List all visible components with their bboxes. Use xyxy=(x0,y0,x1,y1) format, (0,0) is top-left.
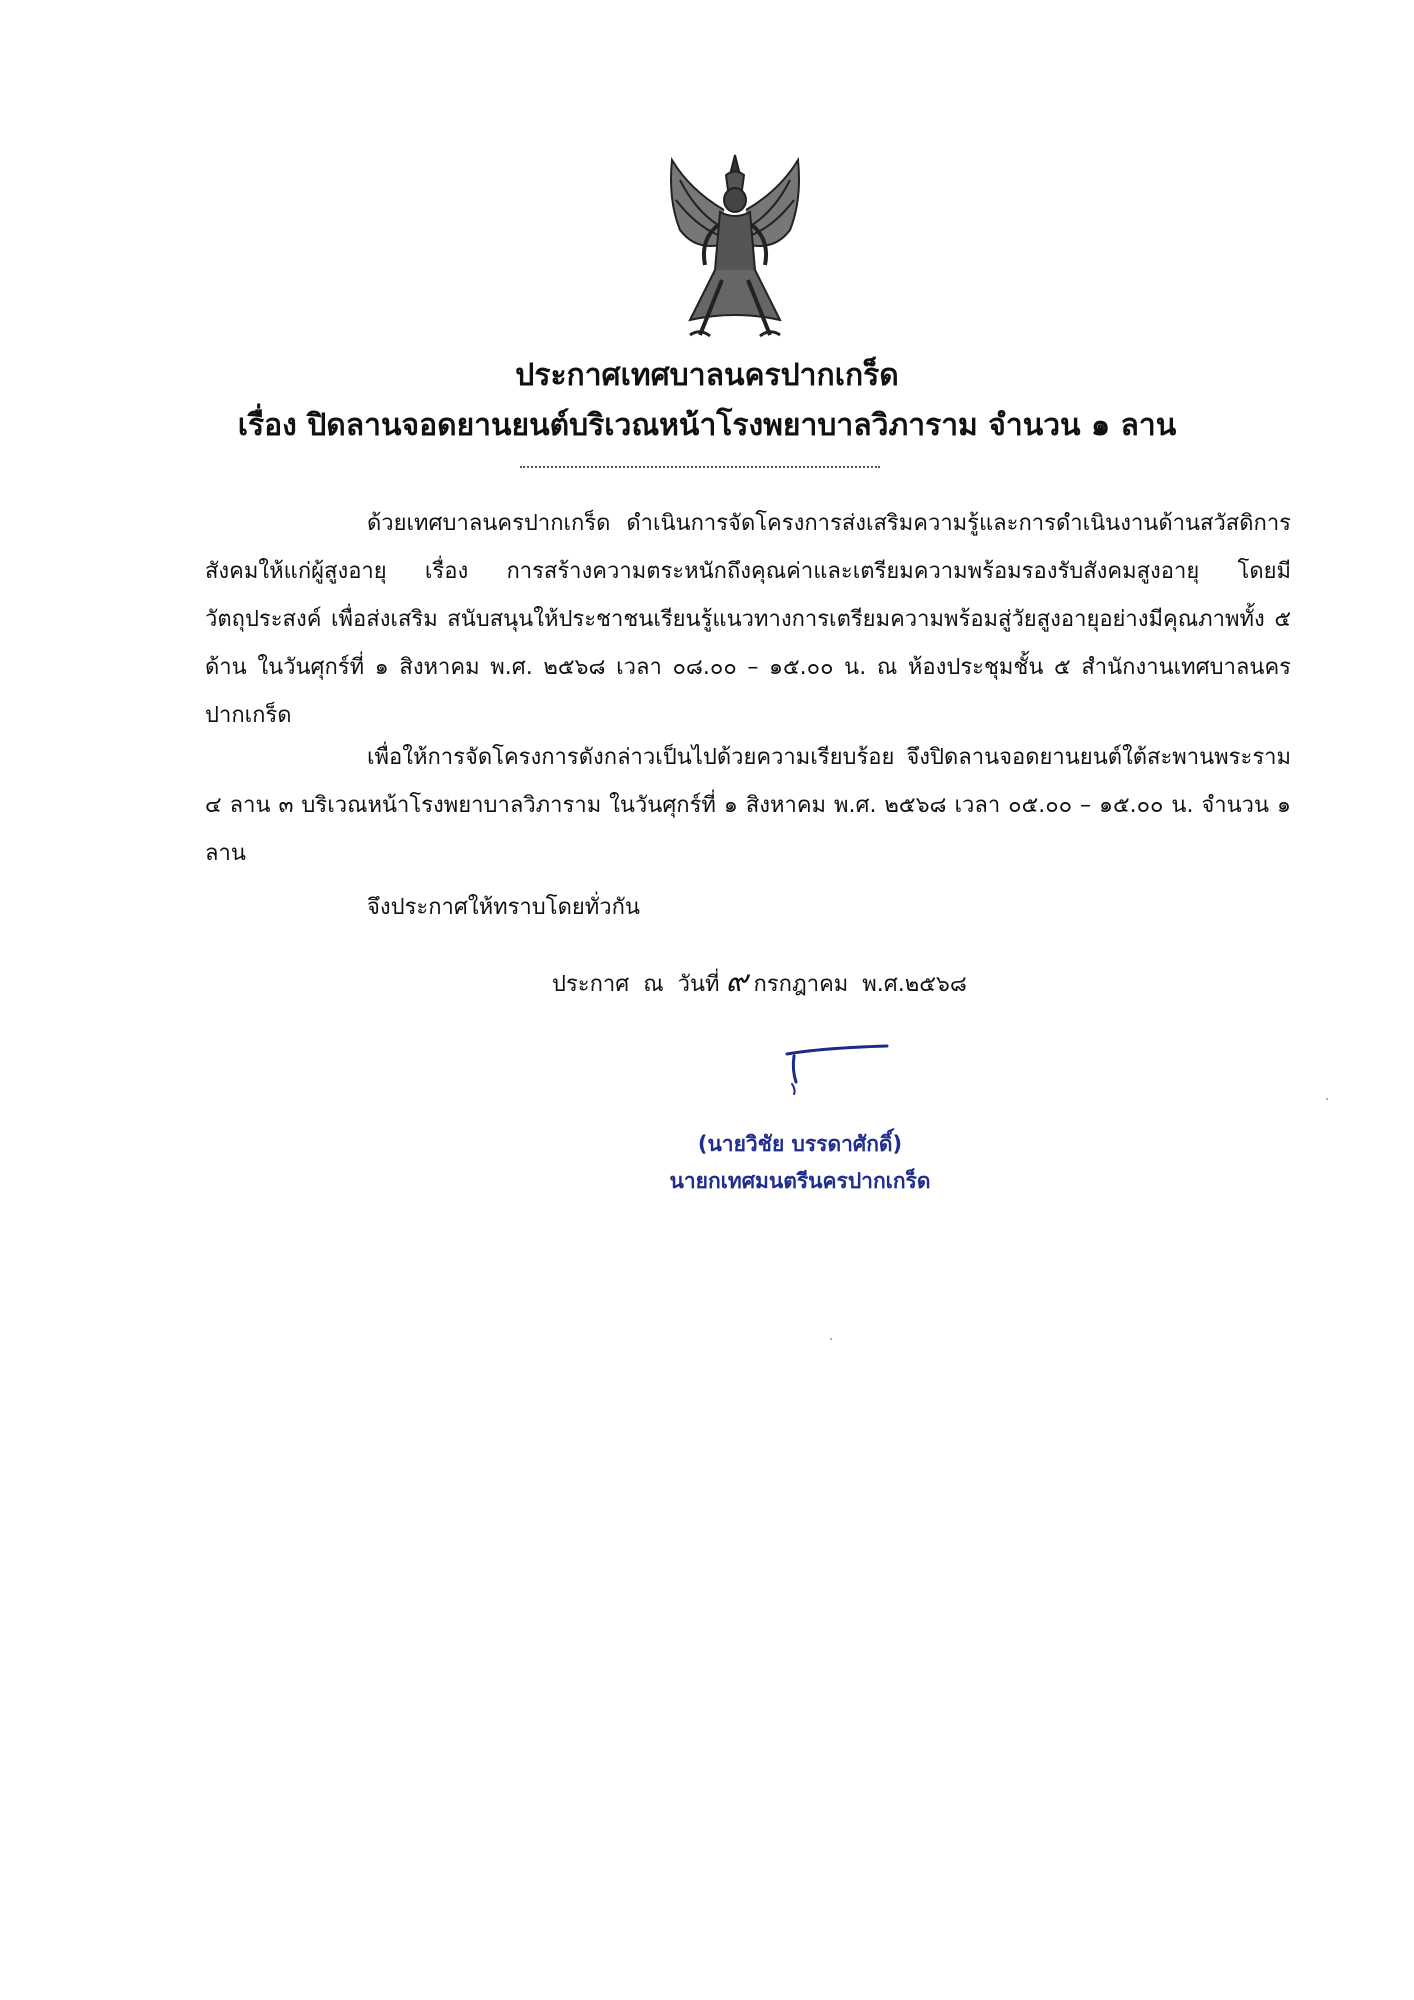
garuda-emblem-icon xyxy=(660,150,810,350)
body-paragraph-1: ด้วยเทศบาลนครปากเกร็ด ดำเนินการจัดโครงการส่งเสริมความรู้และการดำเนินงานด้านสวัสดิการสังคมให้แก่ผู้สูงอายุ เรื่อง การสร้างความตระหนักถึงคุณค่าและเตรียมความพร้อมรองรับสังคมสูงอายุ โดยมีวัตถุประสงค์ เพื่อส่งเสริม สนับสนุนให้ประชาชนเรียนรู้แนวทางการเตรียมความพร้อมสู่วัยสูงอายุอย่างมีคุณภาพทั้ง ๕ ด้าน ในวันศุกร์ที่ ๑ สิงหาคม พ.ศ. ๒๕๖๘ เวลา ๐๘.๐๐ – ๑๕.๐๐ น. ณ ห้องประชุมชั้น ๕ สำนักงานเทศบาลนครปากเกร็ด xyxy=(205,511,1291,728)
date-day-handwritten: ๙ xyxy=(725,964,748,999)
announcement-title: ประกาศเทศบาลนครปากเกร็ด xyxy=(515,358,899,393)
date-month-year: กรกฎาคม พ.ศ.๒๕๖๘ xyxy=(753,972,967,997)
signature-mark xyxy=(782,1040,902,1100)
announcement-subject: เรื่อง ปิดลานจอดยานยนต์บริเวณหน้าโรงพยาบาลวิภาราม จำนวน ๑ ลาน xyxy=(237,408,1177,443)
scan-speck xyxy=(1326,1098,1328,1100)
scan-speck xyxy=(830,1338,832,1340)
announcement-date xyxy=(552,958,967,1009)
closing-statement: จึงประกาศให้ทราบโดยทั่วกัน xyxy=(367,895,640,920)
dotted-divider xyxy=(520,462,880,468)
signer-position: นายกเทศมนตรีนครปากเกร็ด xyxy=(669,1169,931,1193)
date-prefix: ประกาศ ณ วันที่ xyxy=(552,972,720,997)
body-paragraph-2: เพื่อให้การจัดโครงการดังกล่าวเป็นไปด้วยความเรียบร้อย จึงปิดลานจอดยานยนต์ใต้สะพานพระราม ๔ ลาน ๓ บริเวณหน้าโรงพยาบาลวิภาราม ในวันศุกร์ที่ ๑ สิงหาคม พ.ศ. ๒๕๖๘ เวลา ๐๕.๐๐ – ๑๕.๐๐ น. จำนวน ๑ ลาน xyxy=(205,745,1291,866)
signer-name: (นายวิชัย บรรดาศักดิ์) xyxy=(697,1132,903,1156)
